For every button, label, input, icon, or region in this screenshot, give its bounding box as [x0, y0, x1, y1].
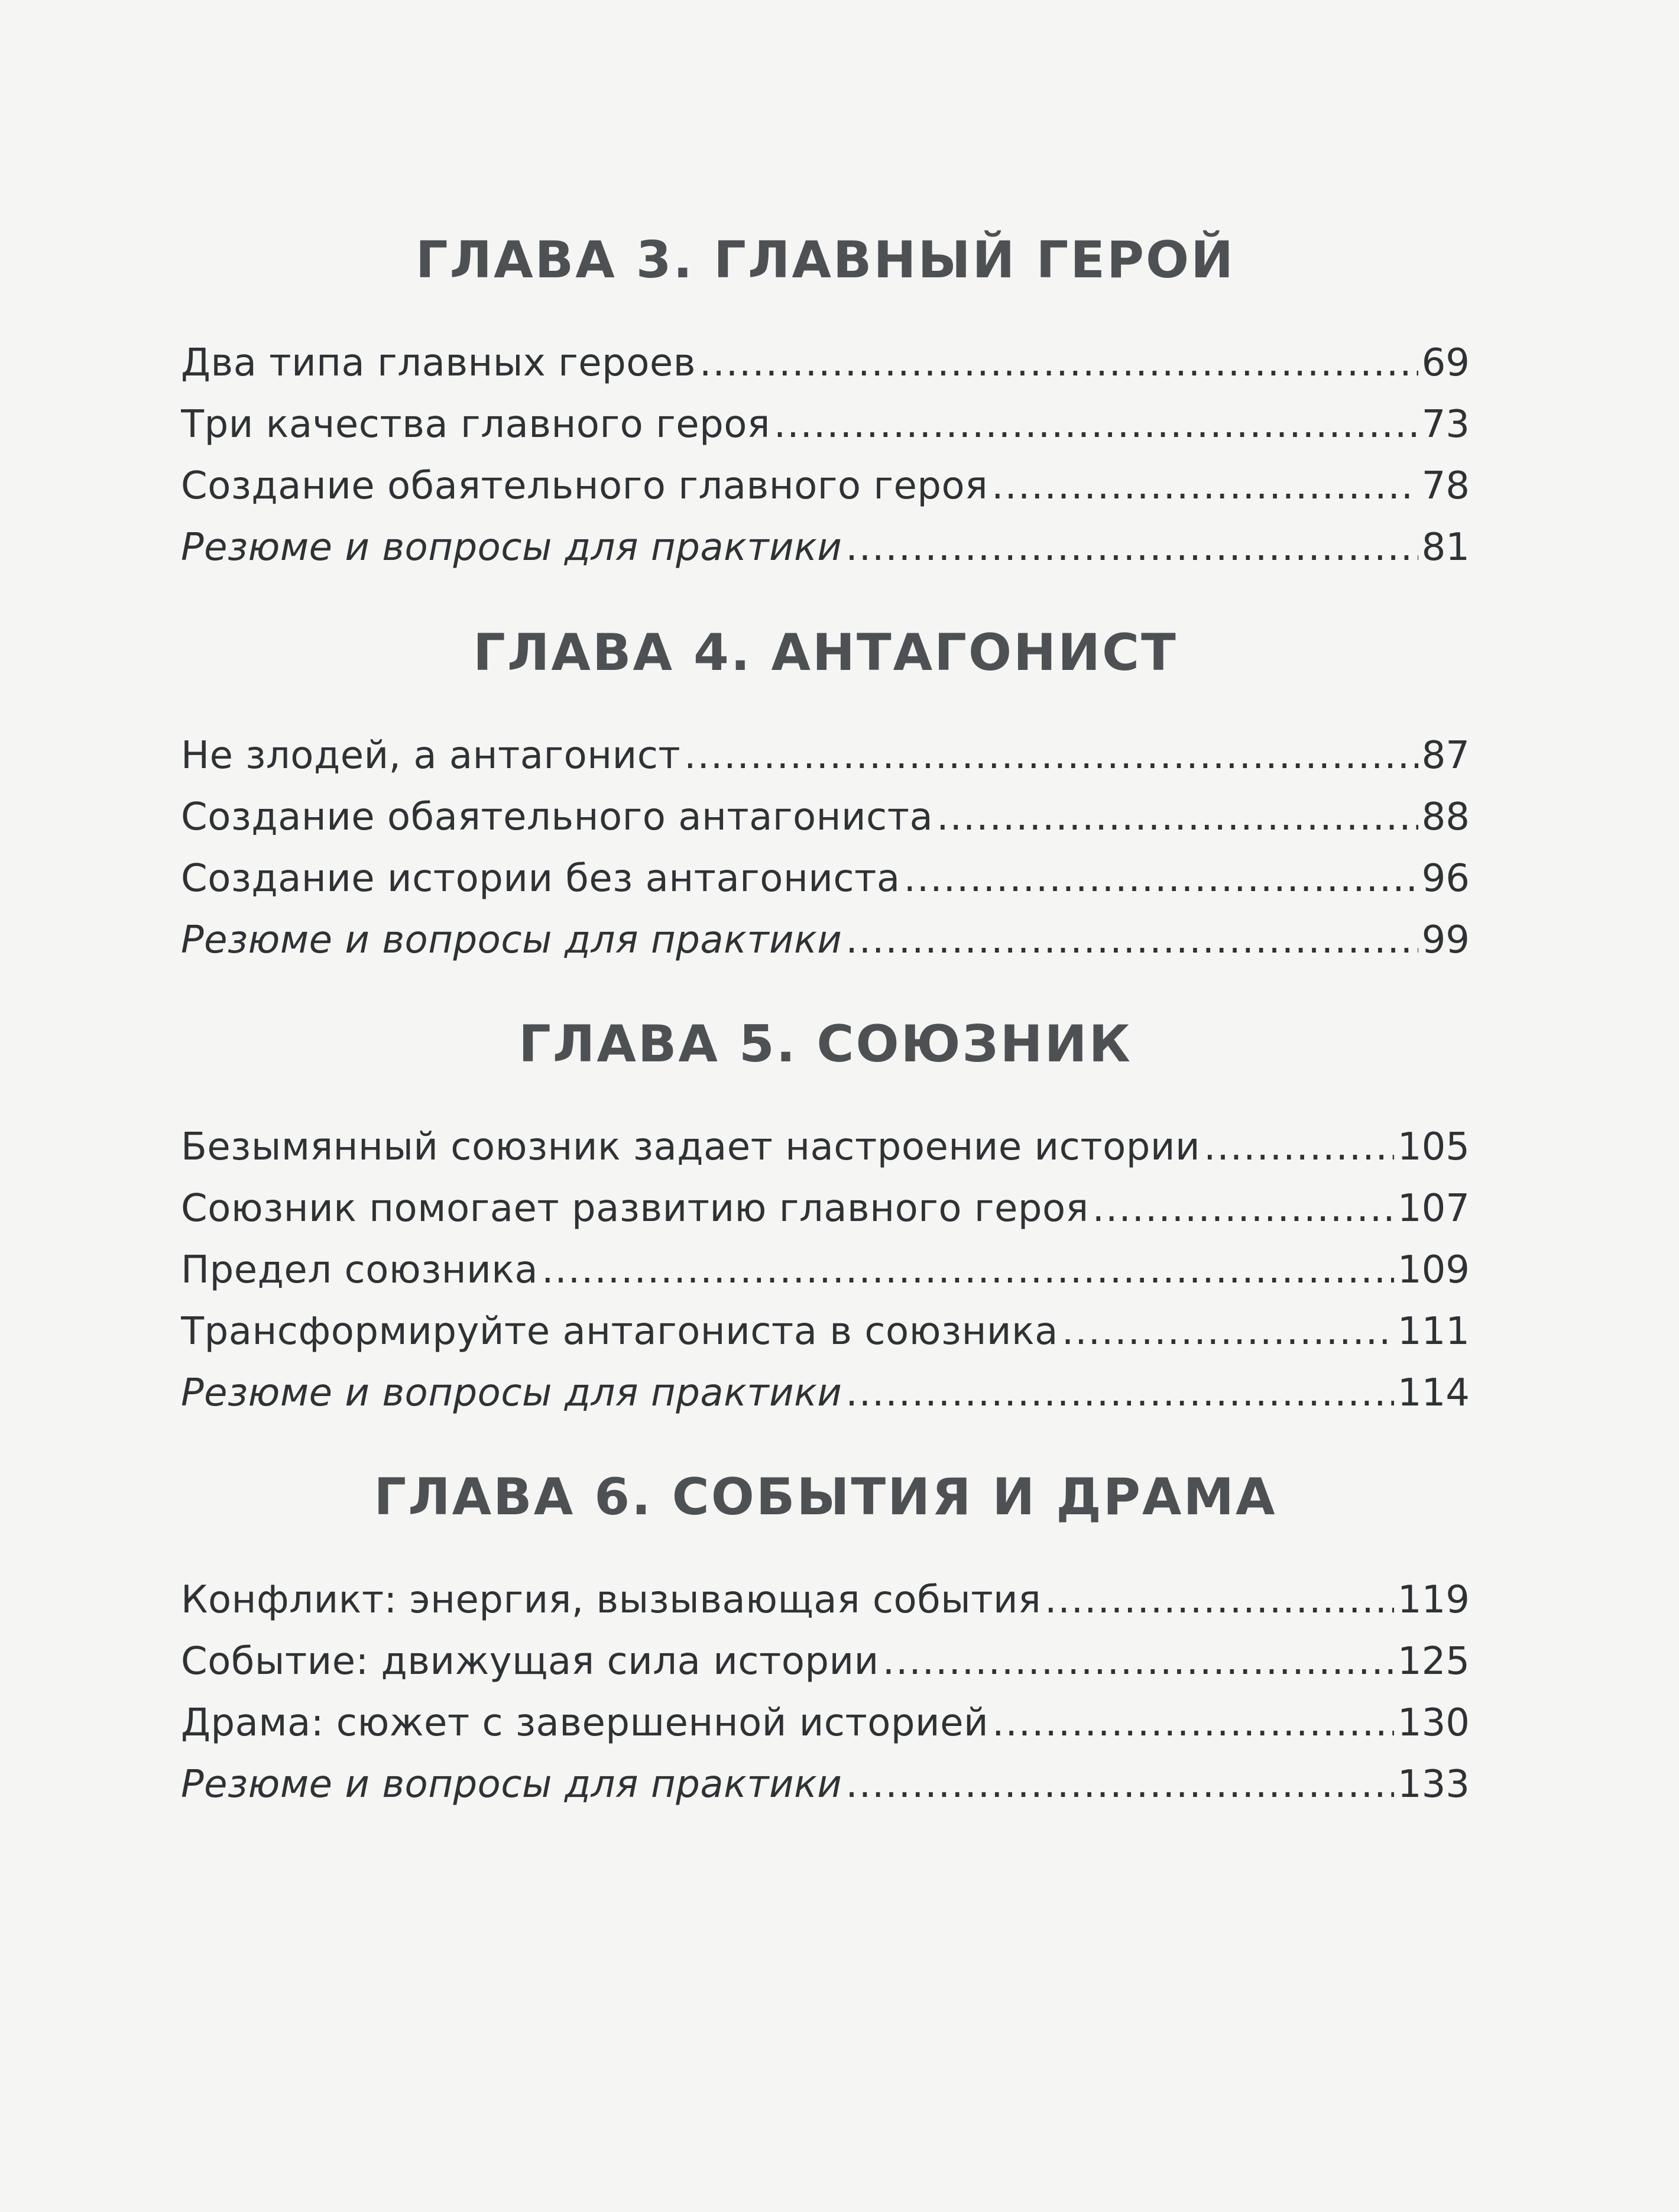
dot-leader [904, 848, 1418, 909]
chapter-3-title: ГЛАВА 3. ГЛАВНЫЙ ГЕРОЙ [415, 231, 1236, 290]
chapter-4-title: ГЛАВА 4. АНТАГОНИСТ [473, 623, 1178, 682]
chapter-6-title: ГЛАВА 6. СОБЫТИЯ И ДРАМА [374, 1468, 1277, 1527]
toc-entry-page-number: 125 [1397, 1640, 1470, 1683]
dot-leader [845, 909, 1418, 971]
chapter-4-section [181, 617, 1470, 971]
chapter-5-title: ГЛАВА 5. СОЮЗНИК [518, 1015, 1132, 1074]
toc-entry-label: Не злодей, а антагонист [181, 734, 681, 778]
toc-entry[interactable] [181, 848, 1470, 909]
dot-leader [936, 786, 1418, 848]
toc-entry-label: Союзник помогает развитию главного героя [181, 1187, 1089, 1230]
dot-leader [883, 1631, 1394, 1692]
toc-entry-page-number: 107 [1397, 1187, 1470, 1230]
toc-entry[interactable] [181, 725, 1470, 786]
toc-entry-label: Создание обаятельного главного героя [181, 464, 988, 508]
dot-leader [1204, 1116, 1394, 1178]
toc-entry-label: Резюме и вопросы для практики [181, 918, 842, 962]
dot-leader [991, 455, 1418, 517]
chapter-5-section [181, 1009, 1470, 1424]
toc-entry-label: Драма: сюжет с завершенной историей [181, 1701, 989, 1745]
toc-entry[interactable] [181, 1692, 1470, 1754]
toc-entry-label: Событие: движущая сила истории [181, 1640, 879, 1683]
toc-entry-page-number: 105 [1397, 1125, 1470, 1169]
dot-leader [774, 394, 1418, 455]
toc-entry-label: Создание обаятельного антагониста [181, 795, 934, 839]
toc-entry[interactable] [181, 1239, 1470, 1301]
toc-entry[interactable] [181, 1178, 1470, 1239]
dot-leader [845, 1362, 1394, 1424]
dot-leader [845, 1754, 1394, 1815]
dot-leader [684, 725, 1418, 786]
toc-entry-label: Конфликт: энергия, вызывающая события [181, 1578, 1042, 1622]
toc-entry-label: Резюме и вопросы для практики [181, 1763, 842, 1806]
toc-entry[interactable] [181, 1569, 1470, 1631]
toc-entry-label: Безымянный союзник задает настроение истории [181, 1125, 1201, 1169]
toc-entry[interactable] [181, 1631, 1470, 1692]
toc-entry-summary[interactable] [181, 517, 1470, 578]
toc-entry-page-number: 114 [1397, 1371, 1470, 1415]
toc-entry-page-number: 111 [1397, 1310, 1470, 1353]
toc-entry-page-number: 109 [1397, 1248, 1470, 1292]
toc-entry[interactable] [181, 1116, 1470, 1178]
chapter-5-entries [181, 1116, 1470, 1424]
toc-entry[interactable] [181, 455, 1470, 517]
toc-entry-page-number: 130 [1397, 1701, 1470, 1745]
dot-leader [845, 517, 1418, 578]
chapter-3-entries [181, 332, 1470, 578]
dot-leader [1093, 1178, 1394, 1239]
toc-entry-page-number: 69 [1421, 341, 1470, 385]
toc-entry-page-number: 87 [1421, 734, 1470, 778]
dot-leader [992, 1692, 1394, 1754]
toc-entry-label: Два типа главных героев [181, 341, 696, 385]
toc-entry-page-number: 99 [1421, 918, 1470, 962]
chapter-4-entries [181, 725, 1470, 971]
toc-entry-page-number: 81 [1421, 526, 1470, 569]
toc-entry-label: Три качества главного героя [181, 403, 770, 446]
dot-leader [699, 332, 1418, 394]
chapter-6-entries [181, 1569, 1470, 1815]
toc-entry-page-number: 133 [1397, 1763, 1470, 1806]
toc-entry[interactable] [181, 786, 1470, 848]
toc-entry-label: Предел союзника [181, 1248, 539, 1292]
toc-entry[interactable] [181, 1301, 1470, 1362]
toc-entry-summary[interactable] [181, 1754, 1470, 1815]
toc-entry-page-number: 119 [1397, 1578, 1470, 1622]
chapter-3-section [181, 225, 1470, 578]
toc-entry-label: Резюме и вопросы для практики [181, 1371, 842, 1415]
chapter-6-section [181, 1462, 1470, 1815]
toc-entry[interactable] [181, 394, 1470, 455]
dot-leader [542, 1239, 1394, 1301]
toc-entry[interactable] [181, 332, 1470, 394]
toc-entry-label: Резюме и вопросы для практики [181, 526, 842, 569]
toc-entry-label: Трансформируйте антагониста в союзника [181, 1310, 1058, 1353]
toc-entry-label: Создание истории без антагониста [181, 857, 900, 901]
toc-entry-page-number: 73 [1421, 403, 1470, 446]
toc-entry-page-number: 96 [1421, 857, 1470, 901]
toc-entry-summary[interactable] [181, 909, 1470, 971]
dot-leader [1045, 1569, 1394, 1631]
dot-leader [1062, 1301, 1394, 1362]
toc-entry-page-number: 78 [1421, 464, 1470, 508]
toc-entry-summary[interactable] [181, 1362, 1470, 1424]
toc-entry-page-number: 88 [1421, 795, 1470, 839]
